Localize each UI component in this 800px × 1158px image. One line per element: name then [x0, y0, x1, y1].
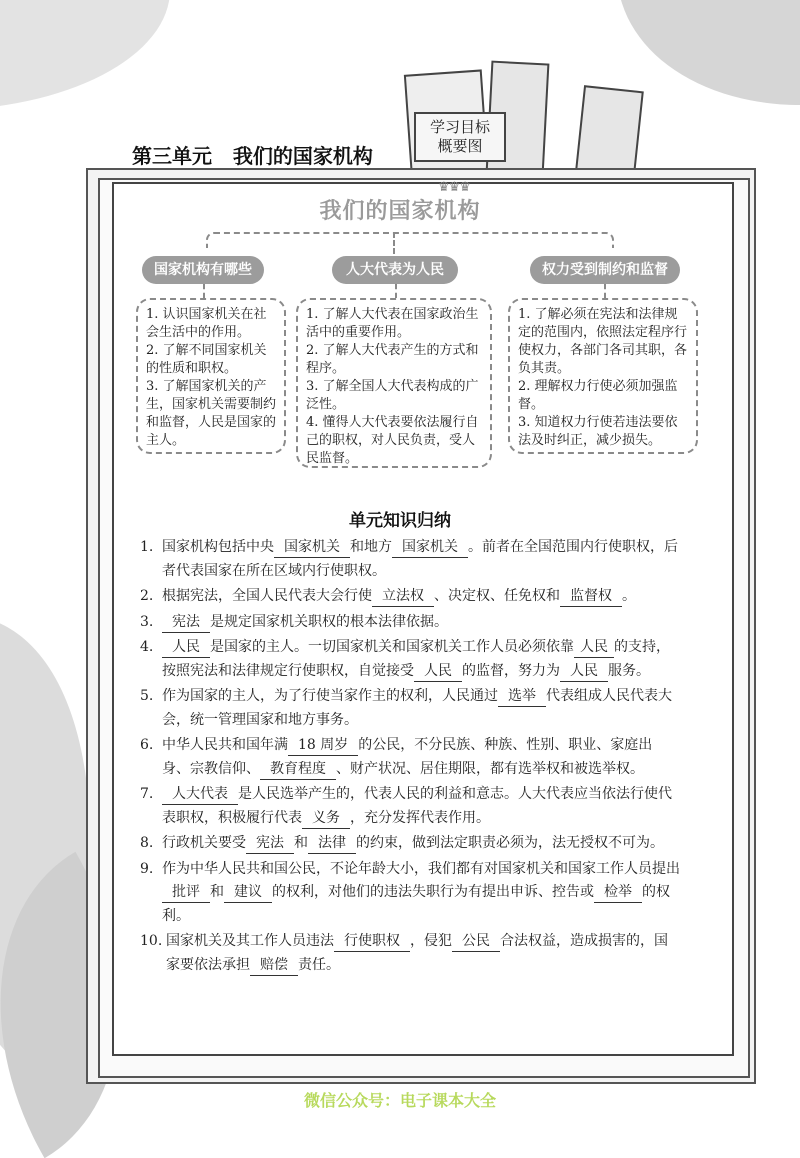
answer-blank: 宪法 [246, 834, 294, 854]
text: 行政机关要受 [162, 835, 246, 851]
item-text [162, 536, 680, 583]
goal-item: 3. 知道权力行使若违法要依法及时纠正，减少损失。 [518, 415, 678, 448]
answer-blank: 立法权 [372, 587, 434, 607]
branch-connector [395, 284, 397, 298]
text: ，充分发挥代表作用。 [350, 809, 490, 826]
item-number: 2. [140, 588, 154, 604]
crown-icon: ♛♛♛ [438, 180, 470, 195]
text: 的支持，按照宪法和法律规定行使职权，自觉接受 [162, 639, 670, 679]
text: 作为国家的主人，为了行使当家作主的权利，人民通过 [162, 688, 498, 704]
branch-label-deputies: 人大代表为人民 [332, 256, 458, 284]
item-text [162, 734, 680, 781]
tab-label-text: 学习目标 概要图 [429, 118, 490, 155]
text: 。 [622, 588, 636, 604]
decorative-leaf-top-right [619, 0, 800, 137]
answer-blank: 法律 [308, 834, 356, 854]
item-text [166, 930, 680, 977]
item-number: 10. [140, 933, 163, 949]
goal-item: 3. 了解全国人大代表构成的广泛性。 [306, 379, 479, 412]
list-item [140, 536, 680, 583]
text: 中华人民共和国年满 [162, 737, 288, 753]
text: 、财产状况、居住期限，都有选举权和被选举权。 [336, 760, 644, 777]
item-text [162, 611, 680, 635]
answer-blank: 检举 [594, 883, 642, 903]
answer-blank: 建议 [224, 883, 272, 903]
goal-item: 2. 了解人大代表产生的方式和程序。 [306, 343, 479, 376]
answer-blank: 国家机关 [274, 538, 350, 558]
item-text [162, 685, 680, 732]
answer-blank: 宪法 [162, 613, 210, 633]
concept-map-connector [206, 232, 614, 248]
answer-blank: 教育程度 [260, 760, 336, 780]
item-number: 3. [140, 613, 154, 630]
list-item [140, 734, 680, 781]
text: 作为中华人民共和国公民，不论年龄大小，我们都有对国家机关和国家工作人员提出 [162, 860, 680, 877]
text: 服务。 [608, 662, 650, 679]
answer-blank: 人民 [162, 638, 210, 658]
goals-box-power-supervision [508, 298, 698, 454]
text: 和地方 [350, 539, 392, 555]
goal-item: 4. 懂得人大代表要依法履行自己的职权，对人民负责，受人民监督。 [306, 415, 479, 466]
text: 是国家的主人。一切国家机关和国家机关工作人员必须依靠 [210, 639, 574, 655]
list-item [140, 930, 680, 977]
goals-box-agencies [136, 298, 286, 454]
text: 和 [294, 835, 308, 851]
goal-item: 3. 了解国家机关的产生，国家机关需要制约和监督，人民是国家的主人。 [146, 379, 277, 448]
list-item [140, 585, 680, 609]
list-item [140, 636, 680, 683]
item-text [162, 783, 680, 830]
goal-item: 1. 了解人大代表在国家政治生活中的重要作用。 [306, 307, 479, 340]
answer-blank: 18 周岁 [288, 736, 358, 756]
decorative-leaf-top-left [0, 0, 170, 110]
answer-blank: 行使职权 [334, 932, 410, 952]
answer-blank: 公民 [452, 932, 500, 952]
item-text [162, 858, 680, 929]
text: 合法权益，造成损害的，国家要依法承担 [166, 933, 668, 973]
concept-map-connector [393, 232, 395, 254]
text: 的监督，努力为 [462, 662, 560, 679]
branch-label-agencies: 国家机构有哪些 [142, 256, 264, 284]
text: ，侵犯 [410, 933, 452, 949]
text: 。前者在全国范围内行使职权，后者代表国家在所在区域内行使职权。 [162, 539, 678, 579]
text: 代表组成人民代表大会，统一管理国家和地方事务。 [162, 688, 672, 728]
item-text [162, 636, 680, 683]
list-item [140, 858, 680, 929]
text: 国家机构包括中央 [162, 539, 274, 555]
list-item [140, 685, 680, 732]
goal-item: 2. 了解不同国家机关的性质和职权。 [146, 343, 267, 376]
text: 、决定权、任免权和 [434, 588, 560, 604]
list-item [140, 611, 680, 635]
branch-connector [604, 284, 606, 298]
item-number: 5. [140, 688, 154, 704]
goal-item: 2. 理解权力行使必须加强监督。 [518, 379, 678, 412]
text: 根据宪法，全国人民代表大会行使 [162, 588, 372, 604]
answer-blank: 人民 [414, 662, 462, 682]
text: 和 [210, 884, 224, 900]
answer-blank: 人民 [574, 638, 614, 658]
text: 国家机关及其工作人员违法 [166, 933, 334, 949]
answer-blank: 赔偿 [250, 956, 298, 976]
goal-item: 1. 了解必须在宪法和法律规定的范围内，依照法定程序行使权力，各部门各司其职，各负其责。 [518, 307, 688, 376]
answer-blank: 国家机关 [392, 538, 468, 558]
text: 的公民，不分民族、种族、性别、职业、家庭出身、宗教信仰、 [162, 737, 653, 777]
footer-watermark: 微信公众号：电子课本大全 [303, 1091, 496, 1110]
item-number: 4. [140, 639, 154, 655]
text: 的约束，做到法定职责必须为，法无授权不可为。 [356, 835, 664, 851]
item-number: 8. [140, 835, 154, 851]
goal-item: 1. 认识国家机关在社会生活中的作用。 [146, 307, 267, 340]
unit-title: 第三单元 我们的国家机构 [132, 144, 373, 168]
text: 责任。 [298, 956, 340, 973]
answer-blank: 监督权 [560, 587, 622, 607]
item-text [162, 585, 680, 609]
knowledge-summary-list [140, 536, 680, 979]
answer-blank: 人民 [560, 662, 608, 682]
item-number: 6. [140, 737, 154, 753]
item-number: 1. [140, 539, 154, 555]
concept-map-title: 我们的国家机构 [319, 199, 481, 224]
item-number: 7. [140, 786, 154, 802]
text: 是规定国家机关职权的根本法律依据。 [210, 613, 448, 630]
answer-blank: 选举 [498, 687, 546, 707]
branch-label-power-supervision: 权力受到制约和监督 [530, 256, 680, 284]
goals-box-deputies [296, 298, 492, 468]
text: 是人民选举产生的，代表人民的利益和意志。人大代表应当依法行使代表职权，积极履行代表 [162, 786, 672, 826]
text: 的权利。 [162, 884, 670, 924]
item-text [162, 832, 680, 856]
list-item [140, 783, 680, 830]
answer-blank: 批评 [162, 883, 210, 903]
branch-connector [203, 284, 205, 298]
answer-blank: 义务 [302, 809, 350, 829]
summary-section-title: 单元知识归纳 [349, 511, 451, 531]
list-item [140, 832, 680, 856]
item-number: 9. [140, 860, 154, 877]
learning-goals-tab-label [414, 112, 506, 162]
text: 的权利，对他们的违法失职行为有提出申诉、控告或 [272, 884, 594, 900]
answer-blank: 人大代表 [162, 785, 238, 805]
